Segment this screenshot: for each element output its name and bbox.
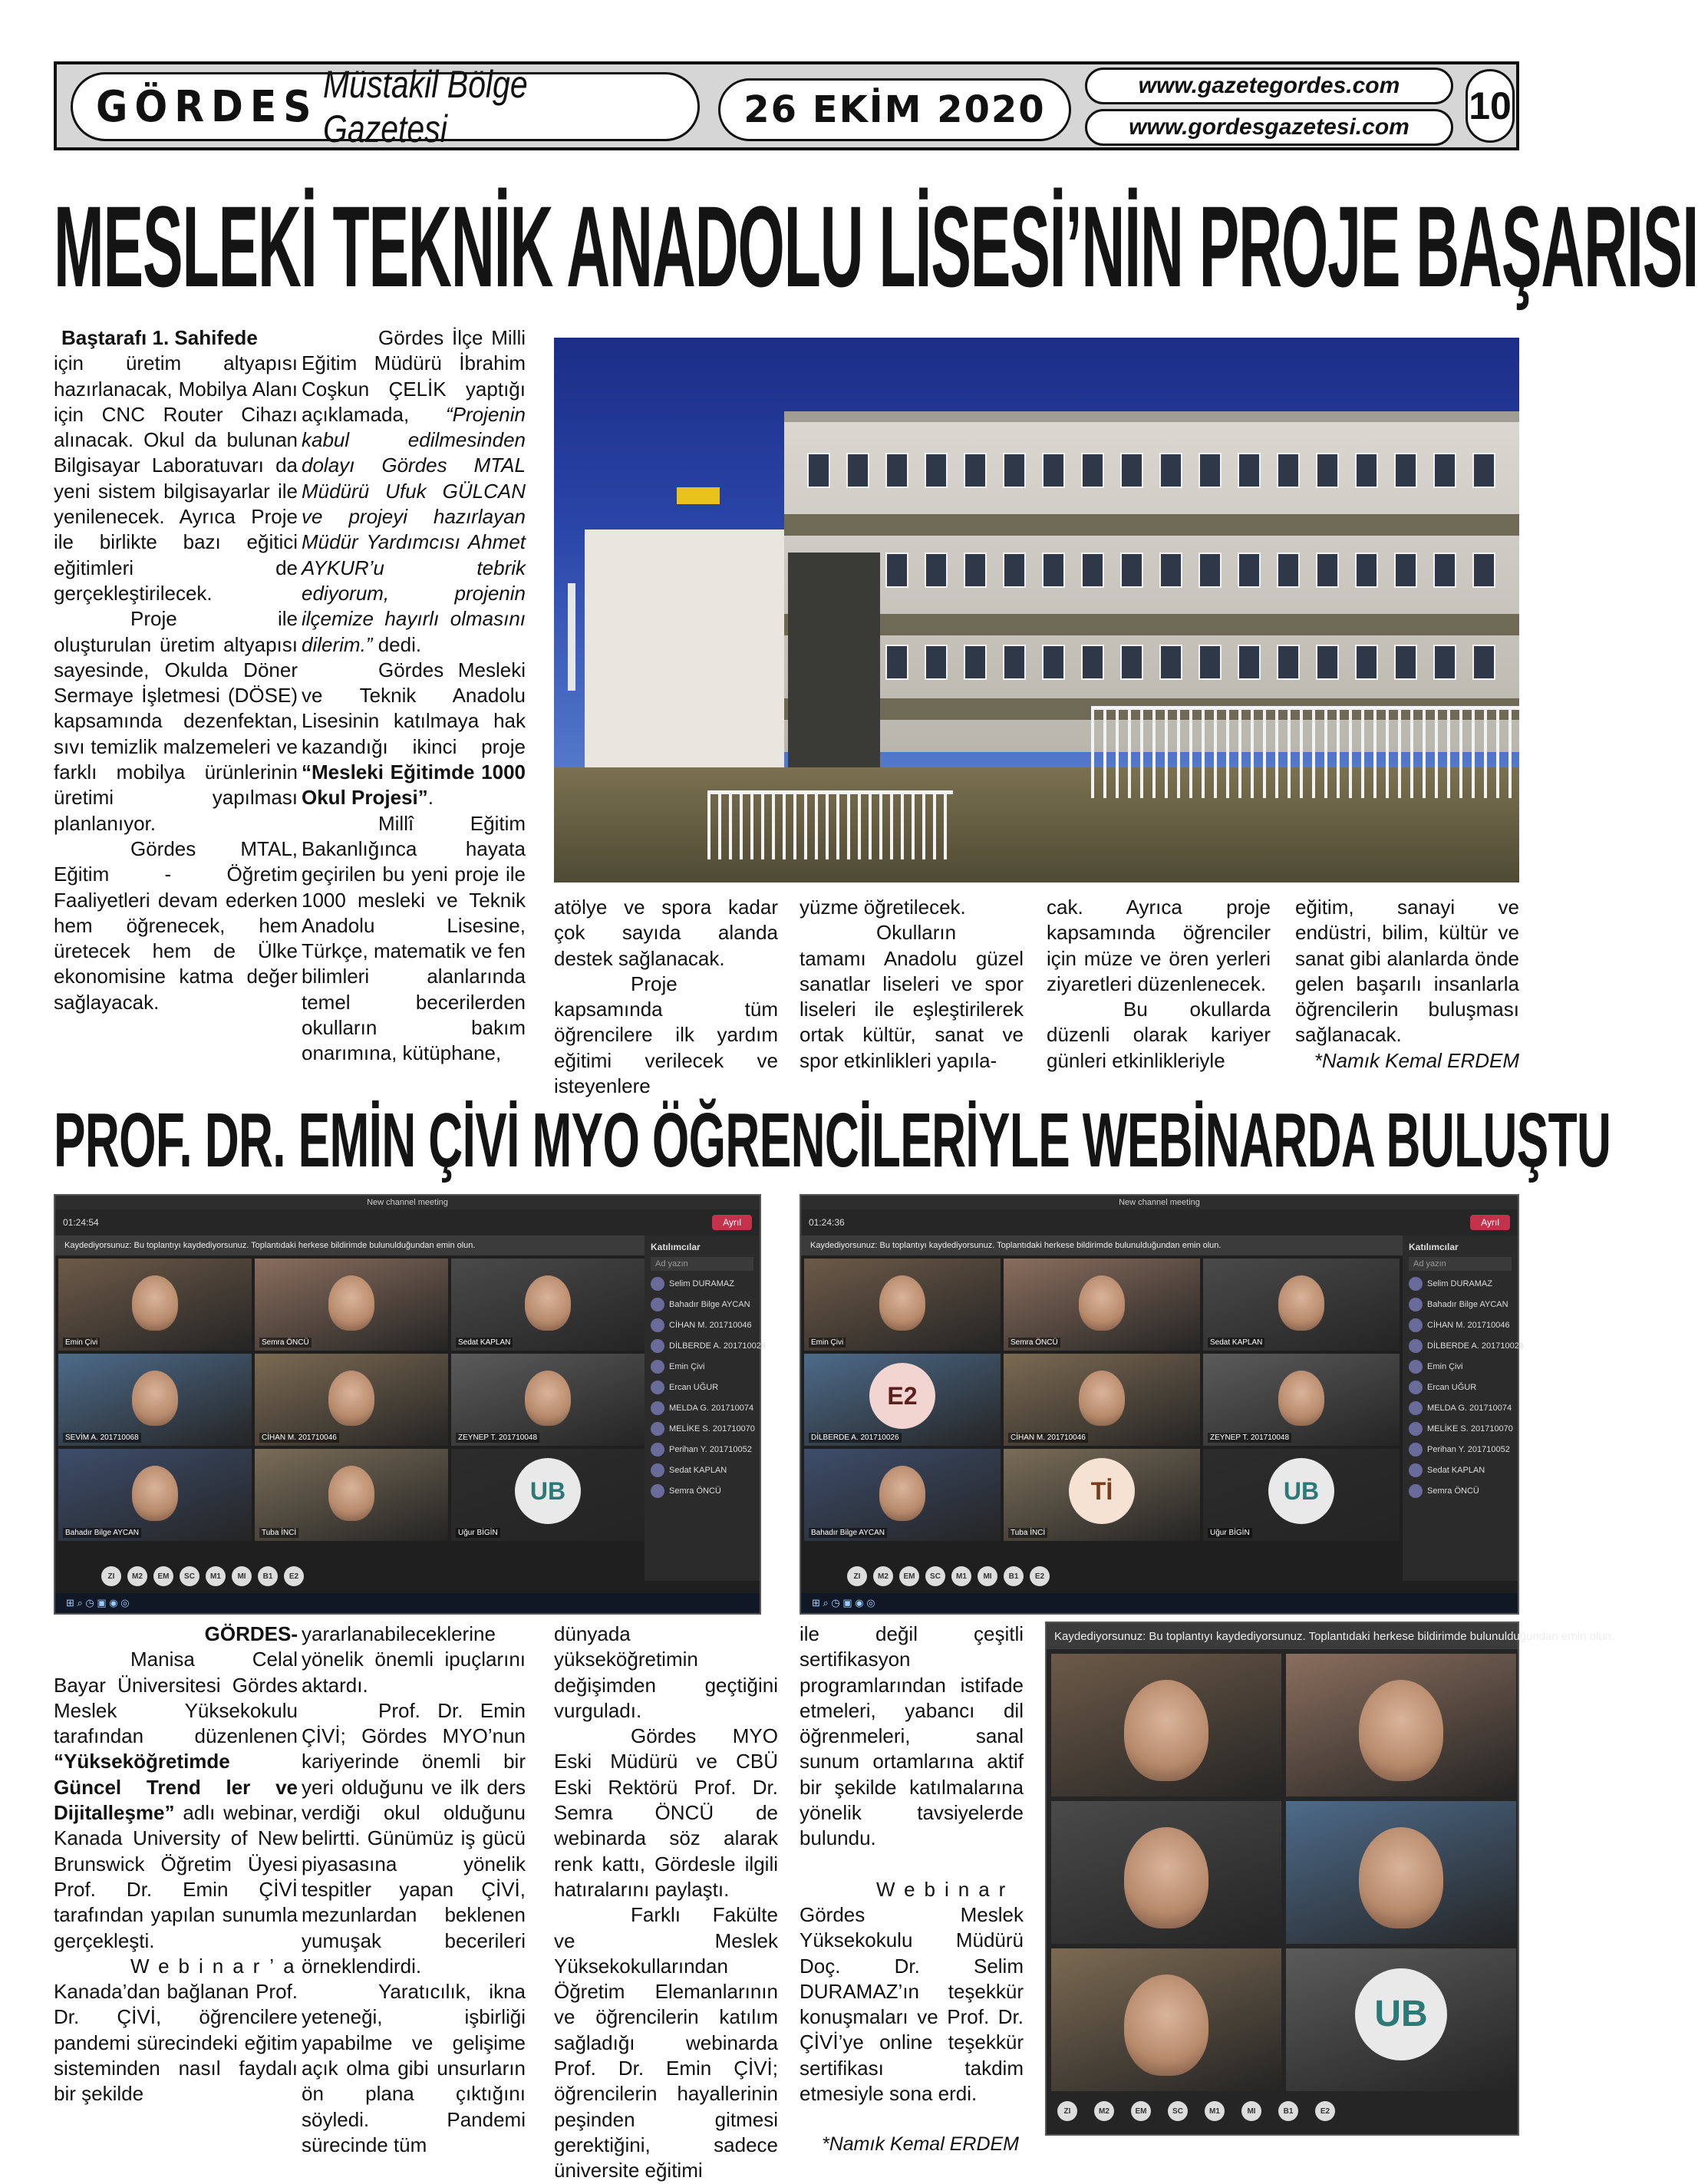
- participant-video-tile[interactable]: [1286, 1654, 1516, 1796]
- school-building-photo: [554, 338, 1519, 883]
- participant-chip[interactable]: M2: [1094, 2101, 1114, 2121]
- paragraph: Okulların tamamı Anadolu güzel sanatlar liseleri ve spor liseleri ile eşleştirilerek ortak kültür, sanat ve spor etkinlikleri yapıla-: [800, 921, 1024, 1072]
- participant-avatar-icon: [651, 1401, 664, 1415]
- participant-list-item[interactable]: [651, 1422, 753, 1436]
- window-shape: [1238, 553, 1261, 588]
- window-shape: [1198, 453, 1222, 488]
- participant-name: DİLBERDE A. 201710026: [1427, 1341, 1524, 1351]
- window-shape: [1042, 645, 1065, 680]
- participant-face: [879, 1275, 925, 1331]
- window-shape: [1198, 553, 1222, 588]
- window-shape: [1120, 553, 1143, 588]
- window-shape: [885, 553, 908, 588]
- participant-name-label: Emin Çivi: [63, 1338, 100, 1348]
- participant-video-tile[interactable]: [451, 1259, 645, 1351]
- dateline: GÖRDES-: [204, 1622, 298, 1645]
- participant-face: [879, 1466, 925, 1521]
- participant-chip[interactable]: B1: [258, 1566, 278, 1586]
- participant-avatar-initials: E2: [869, 1363, 935, 1429]
- participant-name: Perihan Y. 201710052: [1427, 1445, 1510, 1454]
- article2-column-2: [302, 1622, 526, 2156]
- participant-face: [1079, 1275, 1125, 1331]
- paragraph: Farklı Fakülte ve Meslek Yüksekokullarından Öğretim Elemanlarının ve öğrencilerin katılım sağladığı webinarda Prof. Dr. Emin ÇİVİ; öğrencilerin hayallerinin peşinden gitmesi gerektiğini, sadece üniversite eğitimi: [554, 1903, 778, 2182]
- participant-face: [1278, 1371, 1324, 1426]
- window-shape: [1433, 553, 1456, 588]
- participant-list-item[interactable]: [651, 1360, 753, 1374]
- participant-list-item[interactable]: [651, 1463, 753, 1477]
- participant-name: MELİKE S. 201710070: [1427, 1424, 1513, 1433]
- recording-notice: Kaydediyorsunuz: Bu toplantıyı kaydediyorsunuz. Toplantıdaki herkese bildirimde bulunulduğundan emin olun.: [1047, 1623, 1518, 1649]
- participant-face: [328, 1371, 374, 1426]
- participant-list-item[interactable]: [651, 1298, 753, 1311]
- participant-list: [651, 1277, 766, 1498]
- participant-name-label: CİHAN M. 201710046: [1008, 1433, 1088, 1443]
- participant-list-item[interactable]: [651, 1401, 753, 1415]
- participant-avatar-icon: [1409, 1401, 1423, 1415]
- participant-list-item[interactable]: [651, 1339, 766, 1353]
- window-shape: [1433, 645, 1456, 680]
- participant-list-item[interactable]: [651, 1318, 753, 1332]
- participant-chip[interactable]: M2: [873, 1566, 893, 1586]
- window-shape: [1159, 645, 1182, 680]
- participant-video-tile[interactable]: [804, 1259, 1001, 1351]
- article1-column-5: [1047, 895, 1271, 1083]
- paragraph: için üretim altyapısı hazırlanacak, Mobilya Alanı için CNC Router Cihazı alınacak. Okul da bulunan Bilgisayar Laboratuvarı da yeni sistem bilgisayarlar ile yenilenecek. Ayrıca Proje ile birlikte bazı eğitici eğitimleri de gerçekleştirilecek.: [54, 351, 298, 605]
- participant-name-label: Tuba İNCİ: [1008, 1528, 1047, 1538]
- participant-avatar-initials: UB: [1268, 1458, 1334, 1524]
- quote: “Projenin kabul edilmesinden dolayı Gördes MTAL Müdürü Ufuk GÜLCAN ve projeyi hazırlayan Müdür Yardımcısı Ahmet AYKUR’u tebrik ediyorum, projenin ilçemize hayırlı olmasını dilerim.”: [302, 402, 526, 656]
- window-shape: [1433, 453, 1456, 488]
- participant-chip[interactable]: M1: [1205, 2101, 1225, 2121]
- participants-title: Katılımcılar: [651, 1242, 701, 1252]
- participant-face: [1124, 1680, 1208, 1781]
- window-title: New channel meeting: [801, 1196, 1518, 1209]
- participant-name: Semra ÖNCÜ: [1427, 1486, 1479, 1496]
- paragraph: eğitim, sanayi ve endüstri, bilim, kültür ve sanat gibi alanlarda önde gelen başarılı insanlarla öğrencilerin buluşması sağlanacak.: [1295, 896, 1519, 1047]
- window-shape: [964, 553, 987, 588]
- participant-name-label: Uğur BİGİN: [1208, 1528, 1252, 1538]
- window-shape: [1081, 553, 1104, 588]
- leave-button[interactable]: Ayrıl: [1470, 1215, 1510, 1230]
- paragraph: yararlanabileceklerine yönelik önemli ipuçlarını aktardı.: [302, 1622, 526, 1697]
- window-shape: [925, 645, 948, 680]
- window-shape: [1238, 645, 1261, 680]
- window-shape: [1316, 553, 1339, 588]
- participant-name: Sedat KAPLAN: [1427, 1466, 1485, 1475]
- window-shape: [1394, 553, 1417, 588]
- window-shape: [1120, 453, 1143, 488]
- building-band: [784, 514, 1519, 536]
- participant-chip[interactable]: SC: [1168, 2101, 1188, 2121]
- participant-avatar-icon: [651, 1463, 664, 1477]
- masthead: [54, 61, 1519, 150]
- participant-video-tile[interactable]: [58, 1259, 252, 1351]
- article2-column-1: [54, 1622, 304, 2143]
- participant-chip[interactable]: EM: [153, 1566, 173, 1586]
- building-band: [784, 614, 1519, 635]
- window-shape: [1003, 453, 1026, 488]
- participant-avatar-initials: Tİ: [1069, 1458, 1135, 1524]
- participants-title: Katılımcılar: [1409, 1242, 1459, 1252]
- participant-list-item[interactable]: [1409, 1360, 1512, 1374]
- fence-shape: [707, 790, 953, 859]
- window-shape: [1081, 645, 1104, 680]
- paragraph: Gördes MTAL, Eğitim - Öğretim Faaliyetleri devam ederken hem öğrenecek, hem üretecek hem de Ülke ekonomisine katma değer sağlayacak.: [54, 836, 298, 1014]
- window-shape: [1394, 645, 1417, 680]
- participant-name: Sedat KAPLAN: [669, 1466, 727, 1475]
- issue-date: 26 EKİM 2020: [718, 78, 1071, 141]
- participant-chip[interactable]: EM: [899, 1566, 919, 1586]
- window-shape: [1472, 553, 1495, 588]
- participant-name-label: DİLBERDE A. 201710026: [809, 1433, 902, 1443]
- participant-video-tile[interactable]: [1051, 1948, 1281, 2091]
- participant-avatar-initials: UB: [515, 1458, 581, 1524]
- window-shape: [1277, 553, 1300, 588]
- participant-list-item[interactable]: [1409, 1463, 1512, 1477]
- paragraph: Gördes MYO Eski Müdürü ve CBÜ Eski Rektörü Prof. Dr. Semra ÖNCÜ de webinarda söz alarak renk kattı, Gördesle ilgili hatıralarını paylaştı.: [554, 1724, 778, 1901]
- window-shape: [1355, 645, 1378, 680]
- window-shape: [1081, 453, 1104, 488]
- webinar-title: “Yükseköğretimde Güncel Trend ler ve Dijitalleşme”: [54, 1750, 298, 1825]
- participant-list: [1409, 1277, 1524, 1498]
- article1-column-3: [554, 895, 778, 1098]
- window-shape: [1472, 453, 1495, 488]
- participant-name-label: Bahadır Bilge AYCAN: [809, 1528, 887, 1538]
- participants-panel: [645, 1236, 766, 1581]
- author-signature: *Namık Kemal ERDEM: [822, 2133, 1019, 2156]
- paragraph: Webinar’a Kanada’dan bağlanan Prof. Dr. ÇİVİ, öğrencilere pandemi sürecindeki eğitim sisteminden nasıl faydalı bir şekilde: [54, 1954, 304, 2106]
- window-title: New channel meeting: [55, 1196, 760, 1209]
- website-link-2[interactable]: www.gordesgazetesi.com: [1085, 109, 1453, 146]
- window-shape: [1394, 453, 1417, 488]
- recording-notice: Kaydediyorsunuz: Bu toplantıyı kaydediyorsunuz. Toplantıdaki herkese bildirimde bulunulduğundan emin olun.: [801, 1236, 1518, 1255]
- participant-chip[interactable]: E2: [1030, 1566, 1050, 1586]
- participant-name: Selim DURAMAZ: [1427, 1279, 1492, 1288]
- participant-avatar-icon: [651, 1277, 664, 1291]
- participant-name: MELİKE S. 201710070: [669, 1424, 755, 1433]
- participant-face: [1359, 1680, 1443, 1781]
- paragraph: cak. Ayrıca proje kapsamında öğrenciler için müze ve ören yerleri ziyaretleri düzenlenecek.: [1047, 896, 1271, 995]
- participant-name-label: Bahadır Bilge AYCAN: [63, 1528, 141, 1538]
- participant-name: MELDA G. 201710074: [1427, 1404, 1512, 1413]
- participant-chip[interactable]: MI: [232, 1566, 252, 1586]
- participant-face: [328, 1466, 374, 1521]
- participant-face: [525, 1371, 571, 1426]
- participant-face: [1124, 1975, 1208, 2076]
- article1-column-4: [800, 895, 1024, 1083]
- window-shape: [1198, 645, 1222, 680]
- newspaper-subtitle: Müstakil Bölge Gazetesi: [322, 63, 528, 150]
- participant-face: [1359, 1827, 1443, 1928]
- participant-name-label: Sedat KAPLAN: [1208, 1338, 1264, 1348]
- project-name: “Mesleki Eğitimde 1000 Okul Projesi”: [302, 760, 526, 810]
- continued-from-label: Baştarafı 1. Sahifede: [61, 326, 258, 349]
- participant-video-tile[interactable]: [804, 1449, 1001, 1541]
- participant-video-tile[interactable]: [1051, 1801, 1281, 1944]
- window-shape: [846, 453, 869, 488]
- video-grid: [804, 1259, 1400, 1541]
- fence-shape: [1091, 706, 1519, 798]
- participant-avatar-icon: [651, 1318, 664, 1332]
- participant-avatar-initials: UB: [1355, 1968, 1447, 2060]
- participant-video-tile[interactable]: [1004, 1354, 1200, 1446]
- participant-chip[interactable]: E2: [1315, 2101, 1335, 2121]
- article1-column-2: [302, 325, 526, 1085]
- participant-chip[interactable]: MI: [978, 1566, 997, 1586]
- participant-video-tile[interactable]: [1286, 1801, 1516, 1944]
- participant-chip[interactable]: SC: [925, 1566, 945, 1586]
- building-side-block: [585, 530, 784, 767]
- meeting-toolbar: [55, 1209, 760, 1236]
- participant-search-input[interactable]: Ad yazın: [1409, 1257, 1512, 1271]
- video-grid: [58, 1259, 645, 1541]
- participant-avatar-icon: [1409, 1339, 1423, 1353]
- participant-chip[interactable]: SC: [180, 1566, 199, 1586]
- window-shape: [964, 645, 987, 680]
- participant-list-item[interactable]: [651, 1443, 753, 1457]
- participant-name: CİHAN M. 201710046: [669, 1321, 752, 1330]
- participant-list-item[interactable]: [1409, 1484, 1512, 1498]
- windows-taskbar: ⊞ ⌕ ◷ ▣ ◉ ◎: [55, 1593, 760, 1613]
- article2-column-3: [554, 1622, 778, 2182]
- window-shape: [885, 453, 908, 488]
- reaction-strip: [801, 1562, 1518, 1590]
- window-shape: [885, 645, 908, 680]
- window-shape: [1238, 453, 1261, 488]
- participant-list-item[interactable]: [1409, 1339, 1524, 1353]
- paragraph: Webinar Gördes Meslek Yüksekokulu Müdürü Doç. Dr. Selim DURAMAZ’ın teşekkür konuşmaları ve Prof. Dr. ÇİVİ’ye online teşekkür sertifikası takdim etmesiyle sona erdi.: [800, 1877, 1024, 2106]
- window-shape: [1159, 553, 1182, 588]
- participant-chip[interactable]: E2: [284, 1566, 304, 1586]
- participant-list-item[interactable]: [651, 1277, 753, 1291]
- participant-name: Perihan Y. 201710052: [669, 1445, 752, 1454]
- leave-button[interactable]: Ayrıl: [712, 1215, 752, 1230]
- minaret-shape: [568, 583, 575, 691]
- window-shape: [807, 453, 830, 488]
- participant-chip[interactable]: ZI: [101, 1566, 121, 1586]
- participant-name: Ercan UĞUR: [1427, 1383, 1477, 1392]
- participant-chip[interactable]: M2: [127, 1566, 147, 1586]
- participant-chip[interactable]: EM: [1131, 2101, 1151, 2121]
- window-shape: [1042, 553, 1065, 588]
- participant-list-item[interactable]: [1409, 1298, 1512, 1311]
- window-shape: [1355, 453, 1378, 488]
- meeting-timer: 01:24:36: [809, 1217, 845, 1228]
- window-shape: [1472, 645, 1495, 680]
- participant-video-tile[interactable]: [804, 1354, 1001, 1446]
- paragraph: Proje ile oluşturulan üretim altyapısı sayesinde, Okulda Döner Sermaye İşletmesi (DÖSE) kapsamında dezenfektan, sıvı temizlik malzemeleri ve farklı mobilya ürünlerinin üretimi yapılması planlanıyor.: [54, 607, 298, 835]
- participant-face: [1278, 1275, 1324, 1331]
- participant-name-label: Tuba İNCİ: [259, 1528, 298, 1538]
- webinar-screenshot-1: [54, 1194, 766, 1615]
- participant-name: Ercan UĞUR: [669, 1383, 719, 1392]
- video-grid-zoom: [1051, 1654, 1516, 2091]
- window-shape: [1277, 645, 1300, 680]
- window-shape: [1355, 553, 1378, 588]
- meeting-toolbar: [801, 1209, 1518, 1236]
- participant-face: [1124, 1827, 1208, 1928]
- webinar-screenshot-2: [800, 1194, 1524, 1615]
- page-number: 10: [1466, 69, 1515, 143]
- participant-chip[interactable]: ZI: [847, 1566, 867, 1586]
- reaction-strip: [1047, 2091, 1518, 2131]
- participant-avatar-icon: [1409, 1484, 1423, 1498]
- participant-name-label: ZEYNEP T. 201710048: [1208, 1433, 1291, 1443]
- participant-name-label: Semra ÖNCÜ: [1008, 1338, 1060, 1348]
- paragraph: Millî Eğitim Bakanlığınca hayata geçirilen bu yeni proje ile 1000 mesleki ve Teknik Anadolu Lisesine, Türkçe, matematik ve fen bilimleri alanlarında temel becerilerden okulların bakım onarımına, kütüphane,: [302, 811, 526, 1065]
- participant-name: Semra ÖNCÜ: [669, 1486, 721, 1496]
- participant-chip[interactable]: ZI: [1057, 2101, 1077, 2121]
- participant-name: Emin Çivi: [669, 1362, 705, 1371]
- school-sign: [677, 487, 720, 504]
- participant-face: [132, 1371, 178, 1426]
- participant-chip[interactable]: B1: [1278, 2101, 1298, 2121]
- participant-video-tile[interactable]: [58, 1354, 252, 1446]
- paragraph: Gördes İlçe Milli Eğitim Müdürü İbrahim Coşkun ÇELİK yaptığı açıklamada, “Projenin kabul edilmesinden dolayı Gördes MTAL Müdürü Ufuk GÜLCAN ve projeyi hazırlayan Müdür Yardımcısı Ahmet AYKUR’u tebrik ediyorum, projenin ilçemize hayırlı olmasını dilerim.” dedi.: [302, 326, 526, 656]
- participant-video-tile[interactable]: [1004, 1259, 1200, 1351]
- paragraph: ile değil çeşitli sertifikasyon programlarından istifade etmeleri, yabancı dil öğrenmeleri, sanal sunum ortamlarına aktif bir şekilde katılmalarına yönelik tavsiyelerde bulundu.: [800, 1622, 1024, 1850]
- participant-chip[interactable]: MI: [1241, 2101, 1261, 2121]
- window-shape: [1120, 645, 1143, 680]
- participant-list-item[interactable]: [1409, 1318, 1512, 1332]
- participant-chip[interactable]: M1: [951, 1566, 971, 1586]
- participant-list-item[interactable]: [651, 1484, 753, 1498]
- participant-list-item[interactable]: [1409, 1381, 1512, 1394]
- participant-avatar-icon: [651, 1443, 664, 1457]
- paragraph: Yaratıcılık, ikna yeteneği, işbirliği yapabilme ve gelişime açık olma gibi unsurların ön plana çıktığını söyledi. Pandemi sürecinde tüm: [302, 1980, 526, 2156]
- participant-video-tile[interactable]: [255, 1259, 448, 1351]
- participant-list-item[interactable]: [1409, 1401, 1512, 1415]
- participant-chip[interactable]: B1: [1004, 1566, 1024, 1586]
- window-shape: [1316, 645, 1339, 680]
- participant-name-label: CİHAN M. 201710046: [259, 1433, 339, 1443]
- participant-face: [132, 1466, 178, 1521]
- newspaper-name: [71, 63, 700, 150]
- building-main-block: [784, 422, 1519, 752]
- windows-taskbar: ⊞ ⌕ ◷ ▣ ◉ ◎: [801, 1593, 1518, 1613]
- webinar-screenshot-zoom: [1045, 1622, 1615, 2136]
- article1-headline: MESLEKİ TEKNİK ANADOLU LİSESİ’NİN PROJE BAŞARISI: [54, 182, 1698, 311]
- participant-avatar-icon: [1409, 1381, 1423, 1394]
- paragraph: Gördes Mesleki ve Teknik Anadolu Lisesinin katılmaya hak kazandığı ikinci proje “Mesleki Eğitimde 1000 Okul Projesi”.: [302, 658, 526, 810]
- participant-name-label: Emin Çivi: [809, 1338, 846, 1348]
- website-link-1[interactable]: www.gazetegordes.com: [1085, 68, 1453, 104]
- participant-search-input[interactable]: Ad yazın: [651, 1257, 753, 1271]
- participant-avatar-icon: [651, 1298, 664, 1311]
- participant-face: [1079, 1371, 1125, 1426]
- participant-video-tile[interactable]: [451, 1449, 645, 1541]
- author-signature: *Namık Kemal ERDEM: [1314, 1048, 1519, 1072]
- window-shape: [925, 553, 948, 588]
- article1-column-6: [1295, 895, 1519, 1083]
- participant-avatar-icon: [651, 1422, 664, 1436]
- participant-avatar-icon: [1409, 1463, 1423, 1477]
- participant-face: [525, 1275, 571, 1331]
- participant-name-label: Semra ÖNCÜ: [259, 1338, 312, 1348]
- reaction-strip: [55, 1562, 760, 1590]
- paragraph: dünyada yükseköğretimin değişimden geçtiğini vurguladı.: [554, 1622, 778, 1722]
- participant-avatar-icon: [1409, 1422, 1423, 1436]
- participant-name: Emin Çivi: [1427, 1362, 1463, 1371]
- participant-avatar-icon: [1409, 1277, 1423, 1291]
- window-shape: [1277, 453, 1300, 488]
- participant-list-item[interactable]: [1409, 1422, 1512, 1436]
- participant-video-tile[interactable]: [1051, 1654, 1281, 1796]
- participant-name: Bahadır Bilge AYCAN: [669, 1300, 750, 1309]
- participant-avatar-icon: [651, 1360, 664, 1374]
- participant-name: DİLBERDE A. 201710026: [669, 1341, 766, 1351]
- window-shape: [1003, 553, 1026, 588]
- paragraph: Proje kapsamında tüm öğrencilere ilk yardım eğitimi verilecek ve isteyenlere: [554, 972, 778, 1098]
- window-shape: [1003, 645, 1026, 680]
- participant-video-tile[interactable]: [58, 1449, 252, 1541]
- window-shape: [1316, 453, 1339, 488]
- participant-avatar-icon: [1409, 1443, 1423, 1457]
- participant-name-label: SEVİM A. 201710068: [63, 1433, 141, 1443]
- participant-avatar-icon: [1409, 1318, 1423, 1332]
- participant-name: Bahadır Bilge AYCAN: [1427, 1300, 1508, 1309]
- participant-face: [328, 1275, 374, 1331]
- participant-video-tile[interactable]: [1286, 1948, 1516, 2091]
- window-shape: [964, 453, 987, 488]
- participant-avatar-icon: [651, 1381, 664, 1394]
- paragraph: atölye ve spora kadar çok sayıda alanda destek sağlanacak.: [554, 896, 778, 970]
- newspaper-brand: GÖRDES: [96, 81, 318, 132]
- participant-video-tile[interactable]: [1203, 1354, 1400, 1446]
- participant-avatar-icon: [1409, 1360, 1423, 1374]
- participants-panel: [1403, 1236, 1524, 1581]
- participant-name: Selim DURAMAZ: [669, 1279, 734, 1288]
- participant-avatar-icon: [1409, 1298, 1423, 1311]
- window-shape: [1042, 453, 1065, 488]
- participant-list-item[interactable]: [651, 1381, 753, 1394]
- participant-video-tile[interactable]: [255, 1354, 448, 1446]
- participant-chip[interactable]: M1: [206, 1566, 226, 1586]
- participant-video-tile[interactable]: [451, 1354, 645, 1446]
- participant-name-label: Sedat KAPLAN: [456, 1338, 513, 1348]
- paragraph: Bu okullarda düzenli olarak kariyer günleri etkinlikleriyle: [1047, 998, 1271, 1072]
- article2-column-4: [800, 1622, 1024, 2156]
- window-shape: [925, 453, 948, 488]
- article2-headline: PROF. DR. EMİN ÇİVİ MYO ÖĞRENCİLERİYLE WEBİNARDA BULUŞTU: [54, 1097, 1611, 1183]
- participant-video-tile[interactable]: [1203, 1449, 1400, 1541]
- participant-video-tile[interactable]: [255, 1449, 448, 1541]
- meeting-timer: 01:24:54: [63, 1217, 99, 1228]
- participant-avatar-icon: [651, 1339, 664, 1353]
- participant-face: [132, 1275, 178, 1331]
- article1-column-1: [54, 325, 298, 1085]
- window-shape: [1159, 453, 1182, 488]
- participant-video-tile[interactable]: [1203, 1259, 1400, 1351]
- participant-video-tile[interactable]: [1004, 1449, 1200, 1541]
- participant-list-item[interactable]: [1409, 1443, 1512, 1457]
- paragraph: yüzme öğretilecek.: [800, 896, 966, 919]
- building-shadow: [788, 553, 880, 783]
- recording-notice: Kaydediyorsunuz: Bu toplantıyı kaydediyorsunuz. Toplantıdaki herkese bildirimde bulunulduğundan emin olun.: [55, 1236, 760, 1255]
- paragraph: Prof. Dr. Emin ÇİVİ; Gördes MYO’nun kariyerinde önemli bir yeri olduğunu ve ilk ders verdiği okul olduğunu belirtti. Günümüz iş gücü piyasasına yönelik tespitler yapan ÇİVİ, mezunlardan beklenen yumuşak becerileri örneklendirdi.: [302, 1698, 526, 1978]
- participant-name: CİHAN M. 201710046: [1427, 1321, 1510, 1330]
- participant-avatar-icon: [651, 1484, 664, 1498]
- paragraph: Manisa Celal Bayar Üniversitesi Gördes Meslek Yüksekokulu tarafından düzenlenen “Yükseköğretimde Güncel Trend ler ve Dijitalleşme” adlı webinar, Kanada University of New Brunswick Öğretim Üyesi Prof. Dr. Emin ÇİVİ tarafından yapılan sunumla gerçekleşti.: [54, 1648, 298, 1952]
- participant-name: MELDA G. 201710074: [669, 1404, 754, 1413]
- participant-name-label: Uğur BİGİN: [456, 1528, 500, 1538]
- participant-name-label: ZEYNEP T. 201710048: [456, 1433, 539, 1443]
- participant-list-item[interactable]: [1409, 1277, 1512, 1291]
